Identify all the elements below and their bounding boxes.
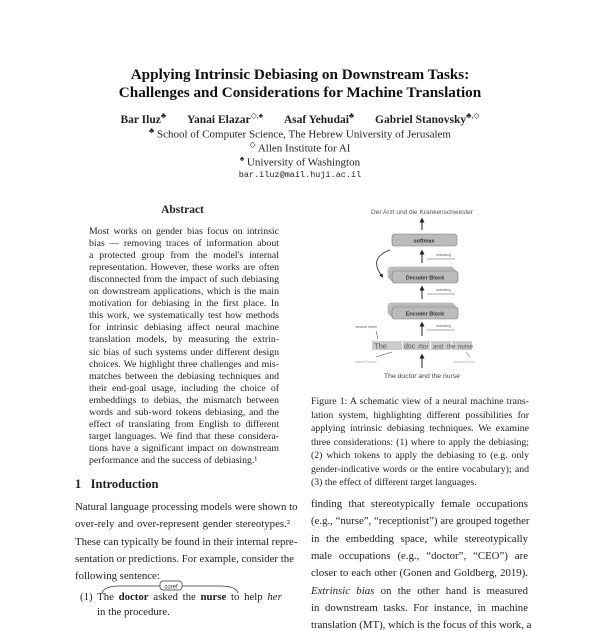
svg-text:The: The (374, 341, 387, 351)
caption-line: (2) which tokens to apply the debiasing to (e.g. only (311, 450, 529, 461)
intro-line: These can typically be found in their internal repre- (75, 535, 298, 548)
biased-word-label: biased word (454, 360, 475, 364)
abstract-line: this work, we systematically test how methods (89, 310, 279, 322)
intro-line: following sentence: (75, 570, 160, 583)
abstract-line: choices. We highlight three challenges and mis- (89, 358, 279, 370)
biased-token-label: biased token (355, 360, 377, 364)
author-list (0, 111, 600, 126)
right-body-line: translation (MT), which is the focus of this work, a (311, 619, 532, 631)
svg-text:debiasing: debiasing (436, 324, 451, 328)
intro-line: over-rely and over-represent gender stereotypes.² (75, 518, 290, 531)
figure-output-sentence: Der Arzt und die Krankenschwester (371, 209, 473, 216)
paper-title-line-2: Challenges and Considerations for Machine Translation (118, 84, 482, 101)
neutral-token-label: neutral token (355, 325, 377, 329)
author: Yanai Elazar◇,♠ (186, 111, 263, 126)
svg-text:Encoder Block: Encoder Block (405, 311, 445, 318)
svg-text:#tor: #tor (418, 344, 429, 351)
abstract-line: target languages. We find that these considera- (89, 430, 279, 442)
coref-label: coref (164, 584, 178, 591)
author: Asaf Yehudai♣ (283, 111, 355, 126)
author-email: bar.iluz@mail.huji.ac.il (238, 170, 362, 180)
example-sentence-cont: in the procedure. (97, 606, 170, 618)
token-row (372, 341, 474, 351)
example-sentence: (1) The doctor asked the nurse to help her (80, 591, 282, 603)
svg-text:debiasing: debiasing (436, 288, 451, 292)
abstract-line: on downstream applications, which is the main (89, 286, 279, 298)
right-body-line: closer to each other (Gonen and Goldberg, 2019). (311, 567, 528, 580)
right-body-line: Extrinsic bias on the other hand is measured (311, 584, 528, 597)
caption-line: lation system, highlighting different possibilities for (311, 409, 529, 421)
abstract-line: their end-goal usage, including the choice of (89, 382, 279, 394)
right-body-line: in downstream tasks. For instance, in machine (311, 601, 528, 614)
abstract-line: a protected group from the model's internal (89, 250, 279, 262)
abstract-line: representation. However, these works are often (89, 262, 279, 274)
svg-text:doc: doc (404, 343, 416, 351)
abstract-line: effect of translating from English to different (89, 418, 279, 430)
right-body-line: male occupations (e.g., “doctor”, “CEO”) are (311, 549, 528, 562)
abstract-line: words and sub-word tokens debiasing, and the (89, 406, 279, 418)
abstract-line: for intrinsic debiasing affect neural machine (89, 322, 279, 334)
figure-1-diagram (330, 200, 530, 390)
abstract-line: matches between the debiasing techniques and (89, 370, 279, 382)
svg-text:the: the (447, 344, 456, 351)
svg-text:softmax: softmax (413, 238, 435, 245)
caption-line: three considerations: (1) where to apply the debiasing; (311, 436, 529, 448)
paper-title-line-1: Applying Intrinsic Debiasing on Downstream Tasks: (130, 66, 470, 83)
section-heading-introduction: 1 Introduction (75, 477, 159, 491)
right-body-line: in the embedding space, while stereotypically (311, 532, 528, 545)
svg-text:nurse: nurse (458, 344, 474, 351)
intro-line: sentation or predictions. For example, consider the (75, 552, 294, 565)
affiliation: ♣ School of Computer Science, The Hebrew University of Jerusalem (149, 126, 451, 141)
abstract-line: performance and the success of debiasing.¹ (89, 454, 258, 466)
figure-input-sentence: The doctor and the nurse (384, 373, 460, 380)
abstract-line: sic bias of such systems under different design (89, 346, 279, 358)
abstract-line: disconnected from the impact of such debiasing (89, 274, 279, 286)
caption-line: (3) the effect of different target languages. (311, 477, 477, 488)
caption-line: gender-indicative words or the entire vocabulary); and (311, 463, 529, 475)
abstract-line: translation models, by measuring the extrin- (89, 334, 279, 346)
right-body-line: (e.g., “nurse”, “receptionist”) are grouped together (311, 515, 530, 528)
abstract-line: Most works on gender bias focus on intrinsic (89, 226, 279, 237)
abstract-line: bias — removing traces of information about (89, 238, 279, 250)
debiasing-label: debiasing (436, 253, 451, 257)
caption-line: applying intrinsic debiasing techniques. We examine (311, 423, 529, 434)
abstract-line: tions have a significant impact on downstream (89, 442, 279, 454)
affiliation: ♠ University of Washington (239, 154, 361, 169)
abstract-heading: Abstract (161, 204, 204, 216)
right-body-line: finding that stereotypically female occupations (311, 498, 528, 510)
intro-line: Natural language processing models were shown to (75, 501, 298, 513)
svg-text:and: and (433, 344, 444, 351)
author: Gabriel Stanovsky♣,◇ (375, 111, 480, 126)
abstract-line: embeddings to debias, the mismatch between (89, 394, 279, 406)
caption-line: Figure 1: A schematic view of a neural machine trans- (311, 396, 529, 407)
svg-text:Decoder Block: Decoder Block (405, 275, 445, 282)
author: Bar Iluz♣ (120, 111, 167, 126)
affiliation: ◇ Allen Institute for AI (249, 140, 351, 155)
abstract-line: motivation for debiasing in the first place. In (89, 298, 279, 310)
